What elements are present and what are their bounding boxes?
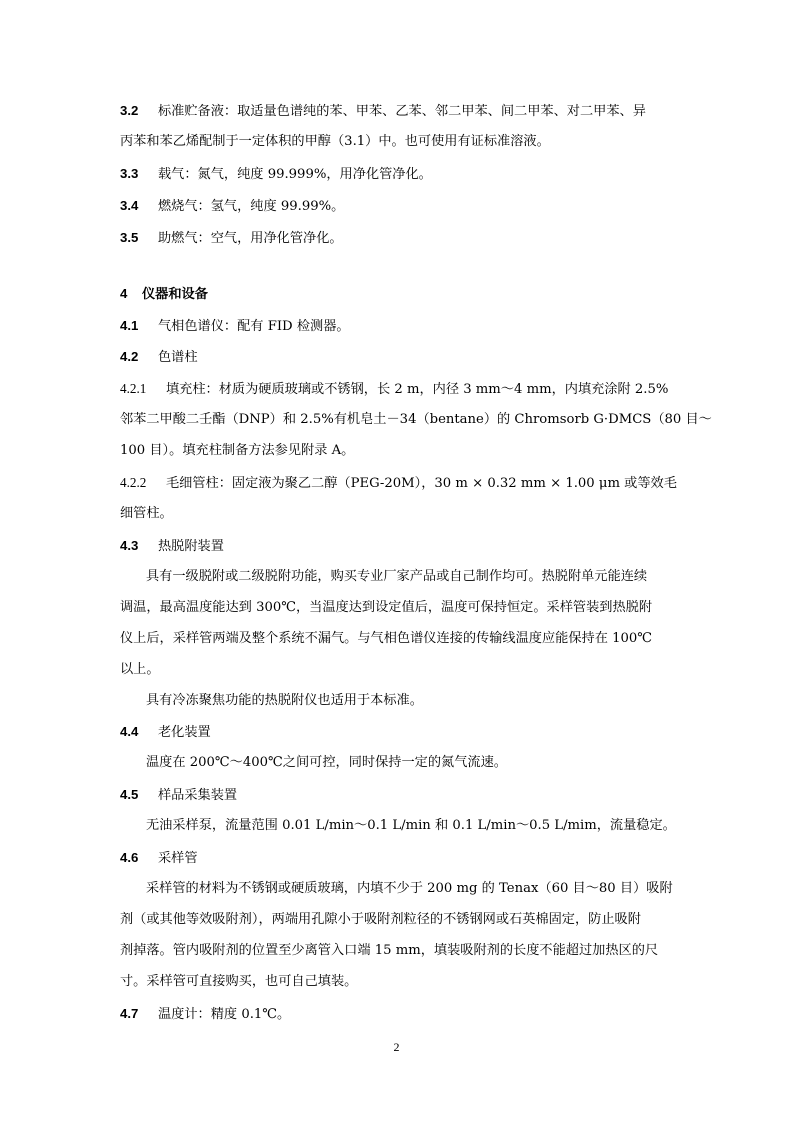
section-4-3: 4.3 热脱附装置	[120, 538, 224, 554]
section-3-2-line-1: 3.2 标准贮备液：取适量色谱纯的苯、甲苯、乙苯、邻二甲苯、间二甲苯、对二甲苯、异	[120, 103, 646, 119]
paragraph-line: 具有一级脱附或二级脱附功能，购买专业厂家产品或自己制作均可。热脱附单元能连续	[146, 569, 648, 584]
paragraph-line: 剂掉落。管内吸附剂的位置至少离管入口端 15 mm，填装吸附剂的长度不能超过加热区的尺	[120, 943, 659, 958]
section-4-5: 4.5 样品采集装置	[120, 787, 238, 803]
paragraph-line: 温度在 200℃～400℃之间可控，同时保持一定的氮气流速。	[146, 755, 507, 770]
section-4-2: 4.2 色谱柱	[120, 349, 198, 365]
section-3-3: 3.3 载气：氮气，纯度 99.999%，用净化管净化。	[120, 166, 432, 182]
section-4-2-2-line-1: 4.2.2 毛细管柱：固定液为聚乙二醇（PEG-20M），30 m × 0.32 mm × 1.00 μm 或等效毛	[120, 475, 677, 491]
section-number: 4.2	[120, 349, 139, 364]
section-4-2-2-line-2: 细管柱。	[120, 506, 173, 521]
section-3-5: 3.5 助燃气：空气，用净化管净化。	[120, 230, 343, 246]
paragraph-line: 调温，最高温度能达到 300℃，当温度达到设定值后，温度可保持恒定。采样管装到热脱附	[120, 600, 653, 615]
section-3-4: 3.4 燃烧气：氢气，纯度 99.99%。	[120, 198, 345, 214]
section-4-2-1-line-3: 100 目）。填充柱制备方法参见附录 A。	[120, 443, 355, 458]
paragraph-line: 具有冷冻聚焦功能的热脱附仪也适用于本标准。	[146, 693, 423, 708]
section-number: 4.1	[120, 318, 139, 333]
paragraph-line: 无油采样泵，流量范围 0.01 L/min～0.1 L/min 和 0.1 L/min～0.5 L/mim，流量稳定。	[146, 818, 676, 833]
section-4-heading: 4 仪器和设备	[120, 284, 208, 304]
section-4-1: 4.1 气相色谱仪：配有 FID 检测器。	[120, 318, 350, 334]
paragraph-line: 仪上后，采样管两端及整个系统不漏气。与气相色谱仪连接的传输线温度应能保持在 100℃	[120, 631, 653, 646]
paragraph-line: 以上。	[120, 662, 160, 677]
section-number: 4.6	[120, 850, 139, 865]
section-3-2-line-2: 丙苯和苯乙烯配制于一定体积的甲醇（3.1）中。也可使用有证标准溶液。	[120, 134, 550, 149]
section-number: 4.7	[120, 1006, 139, 1021]
section-4-4: 4.4 老化装置	[120, 724, 211, 740]
section-number: 4.3	[120, 538, 139, 553]
section-number: 4.2.2	[120, 475, 147, 490]
section-number: 3.2	[120, 103, 139, 118]
section-number: 4.5	[120, 787, 139, 802]
section-number: 4	[120, 286, 128, 301]
page-number: 2	[393, 1040, 400, 1054]
paragraph-line: 寸。采样管可直接购买，也可自己填装。	[120, 974, 358, 989]
section-4-6: 4.6 采样管	[120, 850, 198, 866]
section-4-7: 4.7 温度计：精度 0.1℃。	[120, 1006, 291, 1022]
section-number: 4.2.1	[120, 381, 147, 396]
section-number: 3.4	[120, 198, 139, 213]
paragraph-line: 采样管的材料为不锈钢或硬质玻璃，内填不少于 200 mg 的 Tenax（60 目～80 目）吸附	[146, 881, 673, 896]
paragraph-line: 剂（或其他等效吸附剂），两端用孔隙小于吸附剂粒径的不锈钢网或石英棉固定，防止吸附	[120, 912, 641, 927]
section-number: 3.5	[120, 230, 139, 245]
section-4-2-1-line-1: 4.2.1 填充柱：材质为硬质玻璃或不锈钢，长 2 m，内径 3 mm～4 mm，内填充涂附 2.5%	[120, 381, 669, 397]
section-number: 3.3	[120, 166, 139, 181]
section-4-2-1-line-2: 邻苯二甲酸二壬酯（DNP）和 2.5%有机皂土－34（bentane）的 Chromsorb G·DMCS（80 目～	[120, 412, 712, 427]
section-number: 4.4	[120, 724, 139, 739]
